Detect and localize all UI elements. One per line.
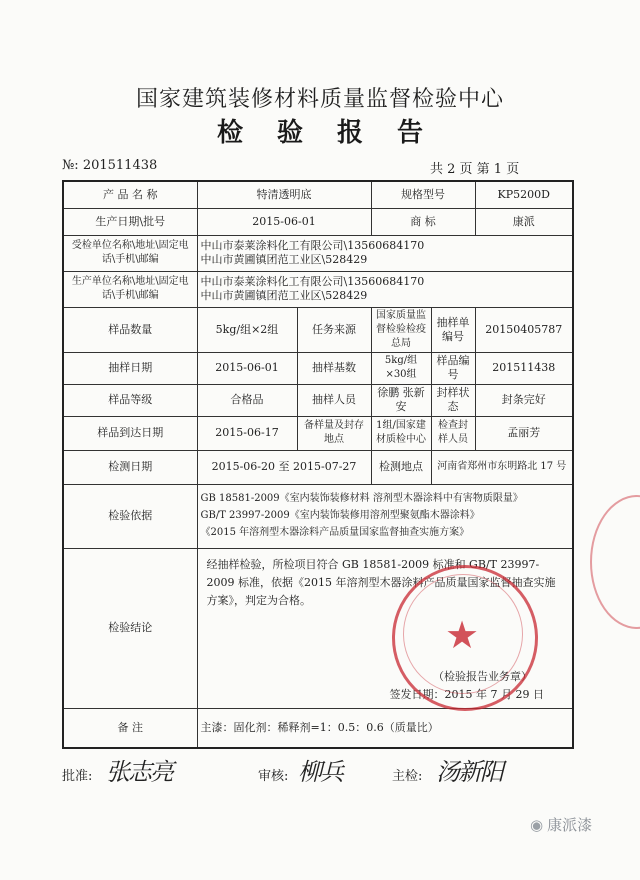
table-row [63,384,573,416]
client-line-2: 中山市黄圃镇团范工业区\528429 [200,253,368,266]
sampling-date-label: 抽样日期 [63,352,197,384]
sampling-base: 5kg/组×30组 [371,352,431,384]
test-place-label: 检测地点 [371,450,431,484]
conclusion-label: 检验结论 [63,548,197,708]
remark-label: 备 注 [63,708,197,748]
seal-star-icon: ★ [445,613,480,657]
sampling-no: 20150405787 [475,307,573,352]
report-number: №: 201511438 [62,158,158,173]
task-source: 国家质量监督检验检疫总局 [371,307,431,352]
page-count: 共 2 页 第 1 页 [430,162,520,177]
remark-text: 主漆：固化剂：稀释剂=1：0.5：0.6（质量比） [197,708,573,748]
sample-qty-label: 样品数量 [63,307,197,352]
basis-label: 检验依据 [63,484,197,548]
arrival: 2015-06-17 [197,416,297,450]
product-name: 特清透明底 [197,181,371,208]
basis-line-1: GB 18581-2009《室内装饰装修材料 溶剂型木器涂料中有害物质限量》 [200,493,523,504]
producer-label: 生产单位名称\地址\固定电话\手机\邮编 [63,271,197,307]
client-label: 受检单位名称\地址\固定电话\手机\邮编 [63,235,197,271]
table-row [63,181,573,208]
brand-value: 康派 [475,208,573,235]
org-name: 国家建筑装修材料质量监督检验中心 [135,87,504,112]
test-date: 2015-06-20 至 2015-07-27 [197,450,371,484]
seal-checker: 孟丽芳 [475,416,573,450]
prod-date: 2015-06-01 [197,208,371,235]
grade: 合格品 [197,384,297,416]
table-row [63,352,573,384]
approve-label: 批准: [62,769,93,784]
sample-no-label: 样品编号 [431,352,475,384]
producer-line-1: 中山市泰莱涂料化工有限公司\13560684170 [200,275,425,288]
review-signature: 柳兵 [298,758,342,786]
grade-label: 样品等级 [63,384,197,416]
table-row [63,271,573,307]
sampler-label: 抽样人员 [297,384,371,416]
sampling-base-label: 抽样基数 [297,352,371,384]
edge-seal [590,495,640,629]
approve-signature: 张志亮 [106,758,172,786]
sample-qty: 5kg/组×2组 [197,307,297,352]
inspect-signature: 汤新阳 [436,758,502,786]
reserve: 1组/国家建材质检中心 [371,416,431,450]
official-seal [392,565,538,711]
table-row [63,235,573,271]
wechat-icon: ◉ [530,816,544,834]
report-title: 检验报告 [216,118,457,148]
test-date-label: 检测日期 [63,450,197,484]
sampler: 徐鹏 张新安 [371,384,431,416]
conclusion-text: 经抽样检验，所检项目符合 GB 18581-2009 标准和 GB/T 23997-2009 标准，依据《2015 年溶剂型木器涂料产品质量国家监督抽查实施方案》，判定为合格。 [206,557,556,607]
seal-note: （检验报告业务章） [433,669,532,683]
brand-label: 商 标 [371,208,475,235]
table-row [63,484,573,548]
prod-date-label: 生产日期\批号 [63,208,197,235]
table-row [63,307,573,352]
arrival-label: 样品到达日期 [63,416,197,450]
table-row [63,450,573,484]
basis-line-2: GB/T 23997-2009《室内装饰装修用溶剂型聚氨酯木器涂料》 [200,510,480,521]
seal-state: 封条完好 [475,384,573,416]
review-label: 审核: [258,769,289,784]
basis-line-3: 《2015 年溶剂型木器涂料产品质量国家监督抽查实施方案》 [200,527,470,538]
sample-no: 201511438 [475,352,573,384]
sampling-no-label: 抽样单编号 [431,307,475,352]
issue-date: 签发日期：2015 年 7 月 29 日 [389,687,544,701]
wechat-watermark [530,814,592,835]
model-value: KP5200D [475,181,573,208]
seal-state-label: 封样状态 [431,384,475,416]
table-row [63,208,573,235]
inspect-label: 主检: [392,769,423,784]
client-line-1: 中山市泰莱涂料化工有限公司\13560684170 [200,239,425,252]
seal-checker-label: 检查封样人员 [431,416,475,450]
table-row [63,416,573,450]
reserve-label: 备样量及封存地点 [297,416,371,450]
task-source-label: 任务来源 [297,307,371,352]
test-place: 河南省郑州市东明路北 17 号 [431,450,573,484]
model-label: 规格型号 [371,181,475,208]
producer-line-2: 中山市黄圃镇团范工业区\528429 [200,289,368,302]
product-name-label: 产 品 名 称 [63,181,197,208]
watermark-text: 康派漆 [547,816,593,834]
table-row [63,708,573,748]
sampling-date: 2015-06-01 [197,352,297,384]
